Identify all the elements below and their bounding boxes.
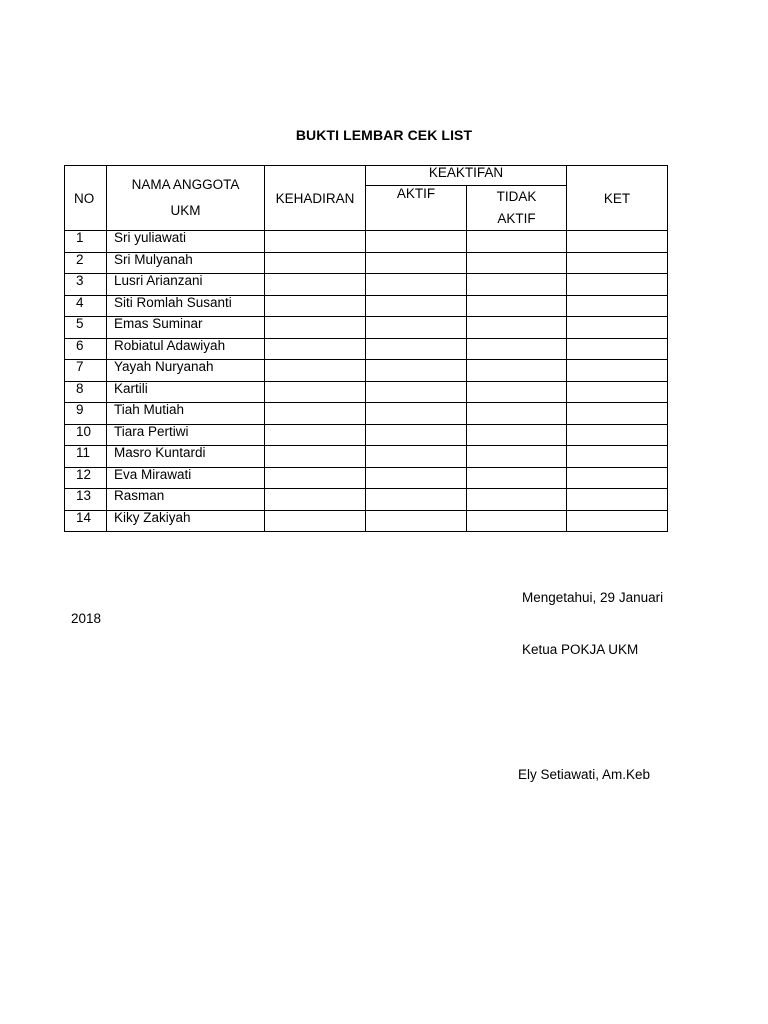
- member-name: Sri Mulyanah: [107, 252, 265, 274]
- aktif-cell: [366, 252, 467, 274]
- tidak-aktif-cell: [467, 446, 567, 468]
- member-name: Siti Romlah Susanti: [107, 295, 265, 317]
- ket-cell: [567, 252, 668, 274]
- member-name: Robiatul Adawiyah: [107, 338, 265, 360]
- kehadiran-cell: [265, 489, 366, 511]
- kehadiran-cell: [265, 424, 366, 446]
- header-nama-anggota: [107, 166, 265, 231]
- table-row: [65, 467, 668, 489]
- header-ket: KET: [567, 166, 668, 231]
- aktif-cell: [366, 424, 467, 446]
- ket-cell: [567, 510, 668, 532]
- tidak-aktif-cell: [467, 360, 567, 382]
- aktif-cell: [366, 489, 467, 511]
- aktif-cell: [366, 338, 467, 360]
- row-number: 11: [65, 446, 107, 468]
- aktif-cell: [366, 467, 467, 489]
- kehadiran-cell: [265, 317, 366, 339]
- table-row: [65, 360, 668, 382]
- kehadiran-cell: [265, 360, 366, 382]
- row-number: 14: [65, 510, 107, 532]
- signature-place-date: Mengetahui, 29 Januari: [522, 590, 664, 605]
- signature-position: Ketua POKJA UKM: [522, 642, 639, 657]
- header-tidak-aktif: [467, 186, 567, 231]
- row-number: 5: [65, 317, 107, 339]
- tidak-aktif-cell: [467, 231, 567, 253]
- header-aktif: AKTIF: [366, 186, 467, 231]
- member-name: Eva Mirawati: [107, 467, 265, 489]
- header-kehadiran: KEHADIRAN: [265, 166, 366, 231]
- aktif-cell: [366, 381, 467, 403]
- ket-cell: [567, 295, 668, 317]
- tidak-aktif-cell: [467, 252, 567, 274]
- document-title: BUKTI LEMBAR CEK LIST: [295, 127, 473, 143]
- ket-cell: [567, 446, 668, 468]
- kehadiran-cell: [265, 252, 366, 274]
- tidak-aktif-cell: [467, 274, 567, 296]
- aktif-cell: [366, 360, 467, 382]
- member-name: Kiky Zakiyah: [107, 510, 265, 532]
- ket-cell: [567, 338, 668, 360]
- row-number: 2: [65, 252, 107, 274]
- table-row: [65, 446, 668, 468]
- aktif-cell: [366, 274, 467, 296]
- tidak-aktif-cell: [467, 489, 567, 511]
- member-name: Tiah Mutiah: [107, 403, 265, 425]
- member-name: Rasman: [107, 489, 265, 511]
- kehadiran-cell: [265, 403, 366, 425]
- ket-cell: [567, 381, 668, 403]
- row-number: 6: [65, 338, 107, 360]
- row-number: 1: [65, 231, 107, 253]
- ket-cell: [567, 274, 668, 296]
- kehadiran-cell: [265, 274, 366, 296]
- row-number: 12: [65, 467, 107, 489]
- tidak-aktif-cell: [467, 338, 567, 360]
- tidak-aktif-cell: [467, 403, 567, 425]
- member-name: Emas Suminar: [107, 317, 265, 339]
- member-name: Masro Kuntardi: [107, 446, 265, 468]
- header-nama-line1: NAMA ANGGOTA: [131, 177, 240, 192]
- member-name: Tiara Pertiwi: [107, 424, 265, 446]
- signature-year: 2018: [71, 611, 102, 626]
- table-row: [65, 274, 668, 296]
- header-tidak-line2: AKTIF: [497, 211, 536, 226]
- header-nama-line2: UKM: [170, 203, 201, 218]
- table-row: [65, 381, 668, 403]
- ket-cell: [567, 489, 668, 511]
- row-number: 9: [65, 403, 107, 425]
- row-number: 3: [65, 274, 107, 296]
- table-row: [65, 489, 668, 511]
- aktif-cell: [366, 403, 467, 425]
- member-name: Yayah Nuryanah: [107, 360, 265, 382]
- aktif-cell: [366, 295, 467, 317]
- member-name: Lusri Arianzani: [107, 274, 265, 296]
- table-row: [65, 231, 668, 253]
- ket-cell: [567, 231, 668, 253]
- table-row: [65, 510, 668, 532]
- tidak-aktif-cell: [467, 317, 567, 339]
- row-number: 10: [65, 424, 107, 446]
- table-row: [65, 317, 668, 339]
- kehadiran-cell: [265, 381, 366, 403]
- row-number: 4: [65, 295, 107, 317]
- tidak-aktif-cell: [467, 381, 567, 403]
- member-name: Kartili: [107, 381, 265, 403]
- ket-cell: [567, 317, 668, 339]
- ket-cell: [567, 424, 668, 446]
- table-row: [65, 252, 668, 274]
- kehadiran-cell: [265, 446, 366, 468]
- ket-cell: [567, 403, 668, 425]
- tidak-aktif-cell: [467, 295, 567, 317]
- table-header-row: [65, 166, 668, 186]
- row-number: 8: [65, 381, 107, 403]
- header-tidak-line1: TIDAK: [496, 189, 537, 204]
- ket-cell: [567, 467, 668, 489]
- tidak-aktif-cell: [467, 424, 567, 446]
- row-number: 7: [65, 360, 107, 382]
- row-number: 13: [65, 489, 107, 511]
- aktif-cell: [366, 510, 467, 532]
- table-row: [65, 295, 668, 317]
- checklist-table: [64, 165, 668, 532]
- table-row: [65, 338, 668, 360]
- kehadiran-cell: [265, 295, 366, 317]
- aktif-cell: [366, 231, 467, 253]
- header-no: NO: [65, 166, 107, 231]
- member-name: Sri yuliawati: [107, 231, 265, 253]
- kehadiran-cell: [265, 231, 366, 253]
- aktif-cell: [366, 317, 467, 339]
- aktif-cell: [366, 446, 467, 468]
- tidak-aktif-cell: [467, 467, 567, 489]
- signature-signer-name: Ely Setiawati, Am.Keb: [518, 767, 651, 782]
- tidak-aktif-cell: [467, 510, 567, 532]
- header-keaktifan: KEAKTIFAN: [366, 166, 567, 186]
- table-row: [65, 424, 668, 446]
- kehadiran-cell: [265, 467, 366, 489]
- table-row: [65, 403, 668, 425]
- kehadiran-cell: [265, 338, 366, 360]
- kehadiran-cell: [265, 510, 366, 532]
- ket-cell: [567, 360, 668, 382]
